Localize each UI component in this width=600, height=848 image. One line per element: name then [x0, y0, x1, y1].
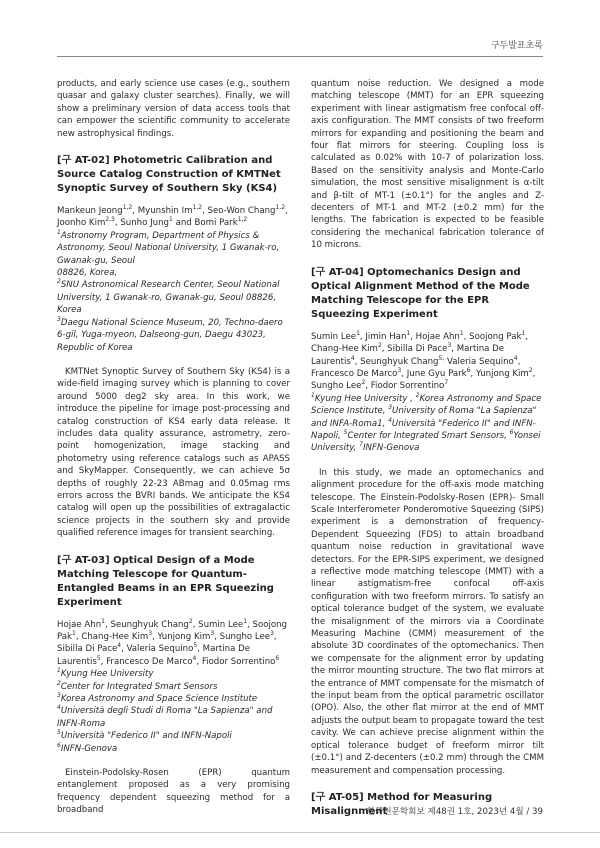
affiliations-at02: $^1$Astronomy Program, Department of Physics & Astronomy, Seoul National University, 1 Gwanak-ro, Gwanak-gu, Seoul 08826, Korea, $^2$SNU Astronomical Research Center, Seoul National University, 1 Gwanak-ro, Gwanak-gu, Seoul 08826, Korea $^3$Daegu National Science Museum, 20, Techno-daero 6-gil, Yuga-myeon, Dalseong-gun, Daegu 43023, Republic of Korea	[57, 228, 283, 353]
abstract-body-at03: Einstein-Podolsky-Rosen (EPR) quantum entanglement proposed as a very promising frequency dependent squeezing method for a broadband	[57, 768, 290, 816]
right-column	[311, 78, 544, 828]
authors-at03: Hojae Ahn$^1$, Seunghyuk Chang$^2$, Sumin Lee$^1$, Soojong Pak$^1$, Chang-Hee Kim$^3$, Yunjong Kim$^3$, Sungho Lee$^3$, Sibilla Di Pace$^4$, Valeria Sequino$^5$, Martina De Laurentis$^5$, Francesco De Marco$^4$, Fiodor Sorrentino$^6$	[57, 617, 288, 667]
abstract-body-at04: In this study, we made an optomechanics and alignment procedure for the off-axis mode matching telescope. The Einstein-Podolsky-Rosen (EPR)- Small Scale Interferometer Ponderomotive Squeezing (SIPS) experiment is a demonstration of frequency-Dependent Squeezing (FDS) to attain broadband quantum noise reduction in gravitational wave detectors. For the EPR-SIPS experiment, we designed a reflective mode matching telescope (MMT) with a linear astigmatism-free confocal off-axis configuration with two freeform mirrors. To satisfy an optical tolerance budget of the system, we evaluate the misalignment of the mirrors via a Coordinate Measuring Machine (CMM) measurement of the absolute 3D coordinates of the optomechanics. Then we compensate for the alignment error by updating the mirror mounting structure. The two flat mirrors at the entrance of MMT compensate for the mismatch of the input beam from the optical parametric oscillator (OPO). Also, the other flat mirror at the end of MMT adjusts the output beam to propagate toward the test cavity. We can achieve precise alignment within the optical tolerance budget of freeform mirror tilt (±0.1°) and Z-decenters (±0.2 mm) through the CMM measurement and compensation processing.	[311, 467, 544, 776]
authors-at04: Sumin Lee$^1$, Jimin Han$^1$, Hojae Ahn$^1$, Soojong Pak$^1$, Chang-Hee Kim$^2$, Sibilla Di Pace$^3$, Martina De Laurentis$^4$, Seunghyuk Chang$^{5,}$ Valeria Sequino$^4$, Francesco De Marco$^3$, June Gyu Park$^6$, Yunjong Kim$^2$, Sungho Lee$^2$, Fiodor Sorrentino$^7$	[311, 329, 536, 392]
header-rule	[57, 56, 543, 57]
intro-paragraph: products, and early science use cases (e.g., southern quasar and galaxy cluster searches). Finally, we will show a preliminary version of data access tools that can empower the scientific community to accelerate new astrophysical findings.	[57, 79, 290, 139]
abstract-body-at03-continued: quantum noise reduction. We designed a mode matching telescope (MMT) for an EPR squeezing experiment with linear astigmatism free confocal off-axis configuration. The MMT consists of two freeform mirrors for expanding and positioning the beam and four flat mirrors for steering. Coupling loss is calculated as 0.02% with 10-7 of polarization loss. Based on the sensitivity analysis and Monte-Carlo simulation, the most sensitive misalignment is α-tilt and β-tilt of MT-1 (±0.1°) for the angles and Z-decenters of MT-1 and MT-2 (±0.2 mm) for the lengths. The fabrication is expected to be feasible considering the mechanical fabrication tolerance of 10 microns.	[311, 79, 544, 251]
abstract-title-at02: [구 AT-02] Photometric Calibration and Source Catalog Construction of KMTNet Synoptic Survey of Southern Sky (KS4)	[57, 155, 281, 195]
abstract-title-at03: [구 AT-03] Optical Design of a Mode Matching Telescope for Quantum-Entangled Beams in an EPR Squeezing Experiment	[57, 554, 274, 608]
page-header	[0, 0, 600, 60]
abstract-body-at02: KMTNet Synoptic Survey of Southern Sky (KS4) is a wide-field imaging survey which is planning to cover around 5000 deg2 sky area. In this work, we introduce the pipeline for image post-processing and catalog construction of KS4 early data release. It includes data quality assurance, astrometry, zero-point homogenization, image stacking and photometry using reference catalogs such as APASS and SkyMapper. Consequently, we can achieve 5σ depths of roughly 22-23 ABmag and 0.05mag rms errors across the BVRI bands. We anticipate the KS4 catalog will open up the possibilities of extragalactic science projects in the southern sky and provide qualified reference images for transient searching.	[57, 366, 290, 539]
authors-at02: Mankeun Jeong$^{1,2}$, Myunshin Im$^{1,2}$, Seo-Won Chang$^{1,2}$, Joonho Kim$^{2,3}$, Sunho Jung$^1$ and Bomi Park$^{1,2}$	[57, 204, 288, 229]
page-footer: 한국천문학회보 제48권 1호, 2023년 4월 / 39	[366, 807, 543, 817]
footer-rule	[0, 832, 600, 833]
affiliations-at04: $^1$Kyung Hee University , $^2$Korea Astronomy and Space Science Institute, $^3$University of Roma "La Sapienza" and INFA-Roma1, $^4$Università "Federico II" and INFN-Napoli, $^5$Center for Integrated Smart Sensors, $^6$Yonsei University, $^7$INFN-Genova	[311, 391, 542, 454]
abstract-title-at04: [구 AT-04] Optomechanics Design and Optical Alignment Method of the Mode Matching Telescope for the EPR Squeezing Experiment	[311, 266, 530, 320]
affiliations-at03: $^1$Kyung Hee University $^2$Center for Integrated Smart Sensors $^3$Korea Astronomy and Space Science Institute $^4$Università degli Studi di Roma "La Sapienza" and INFN-Roma $^5$Università "Federico II" and INFN-Napoli $^6$INFN-Genova	[57, 667, 273, 754]
left-column	[57, 78, 290, 817]
abstract-title-at05: [구 AT-05] Method for Measuring Misalignment	[311, 791, 493, 817]
section-label: 구두발표초록	[490, 41, 543, 51]
